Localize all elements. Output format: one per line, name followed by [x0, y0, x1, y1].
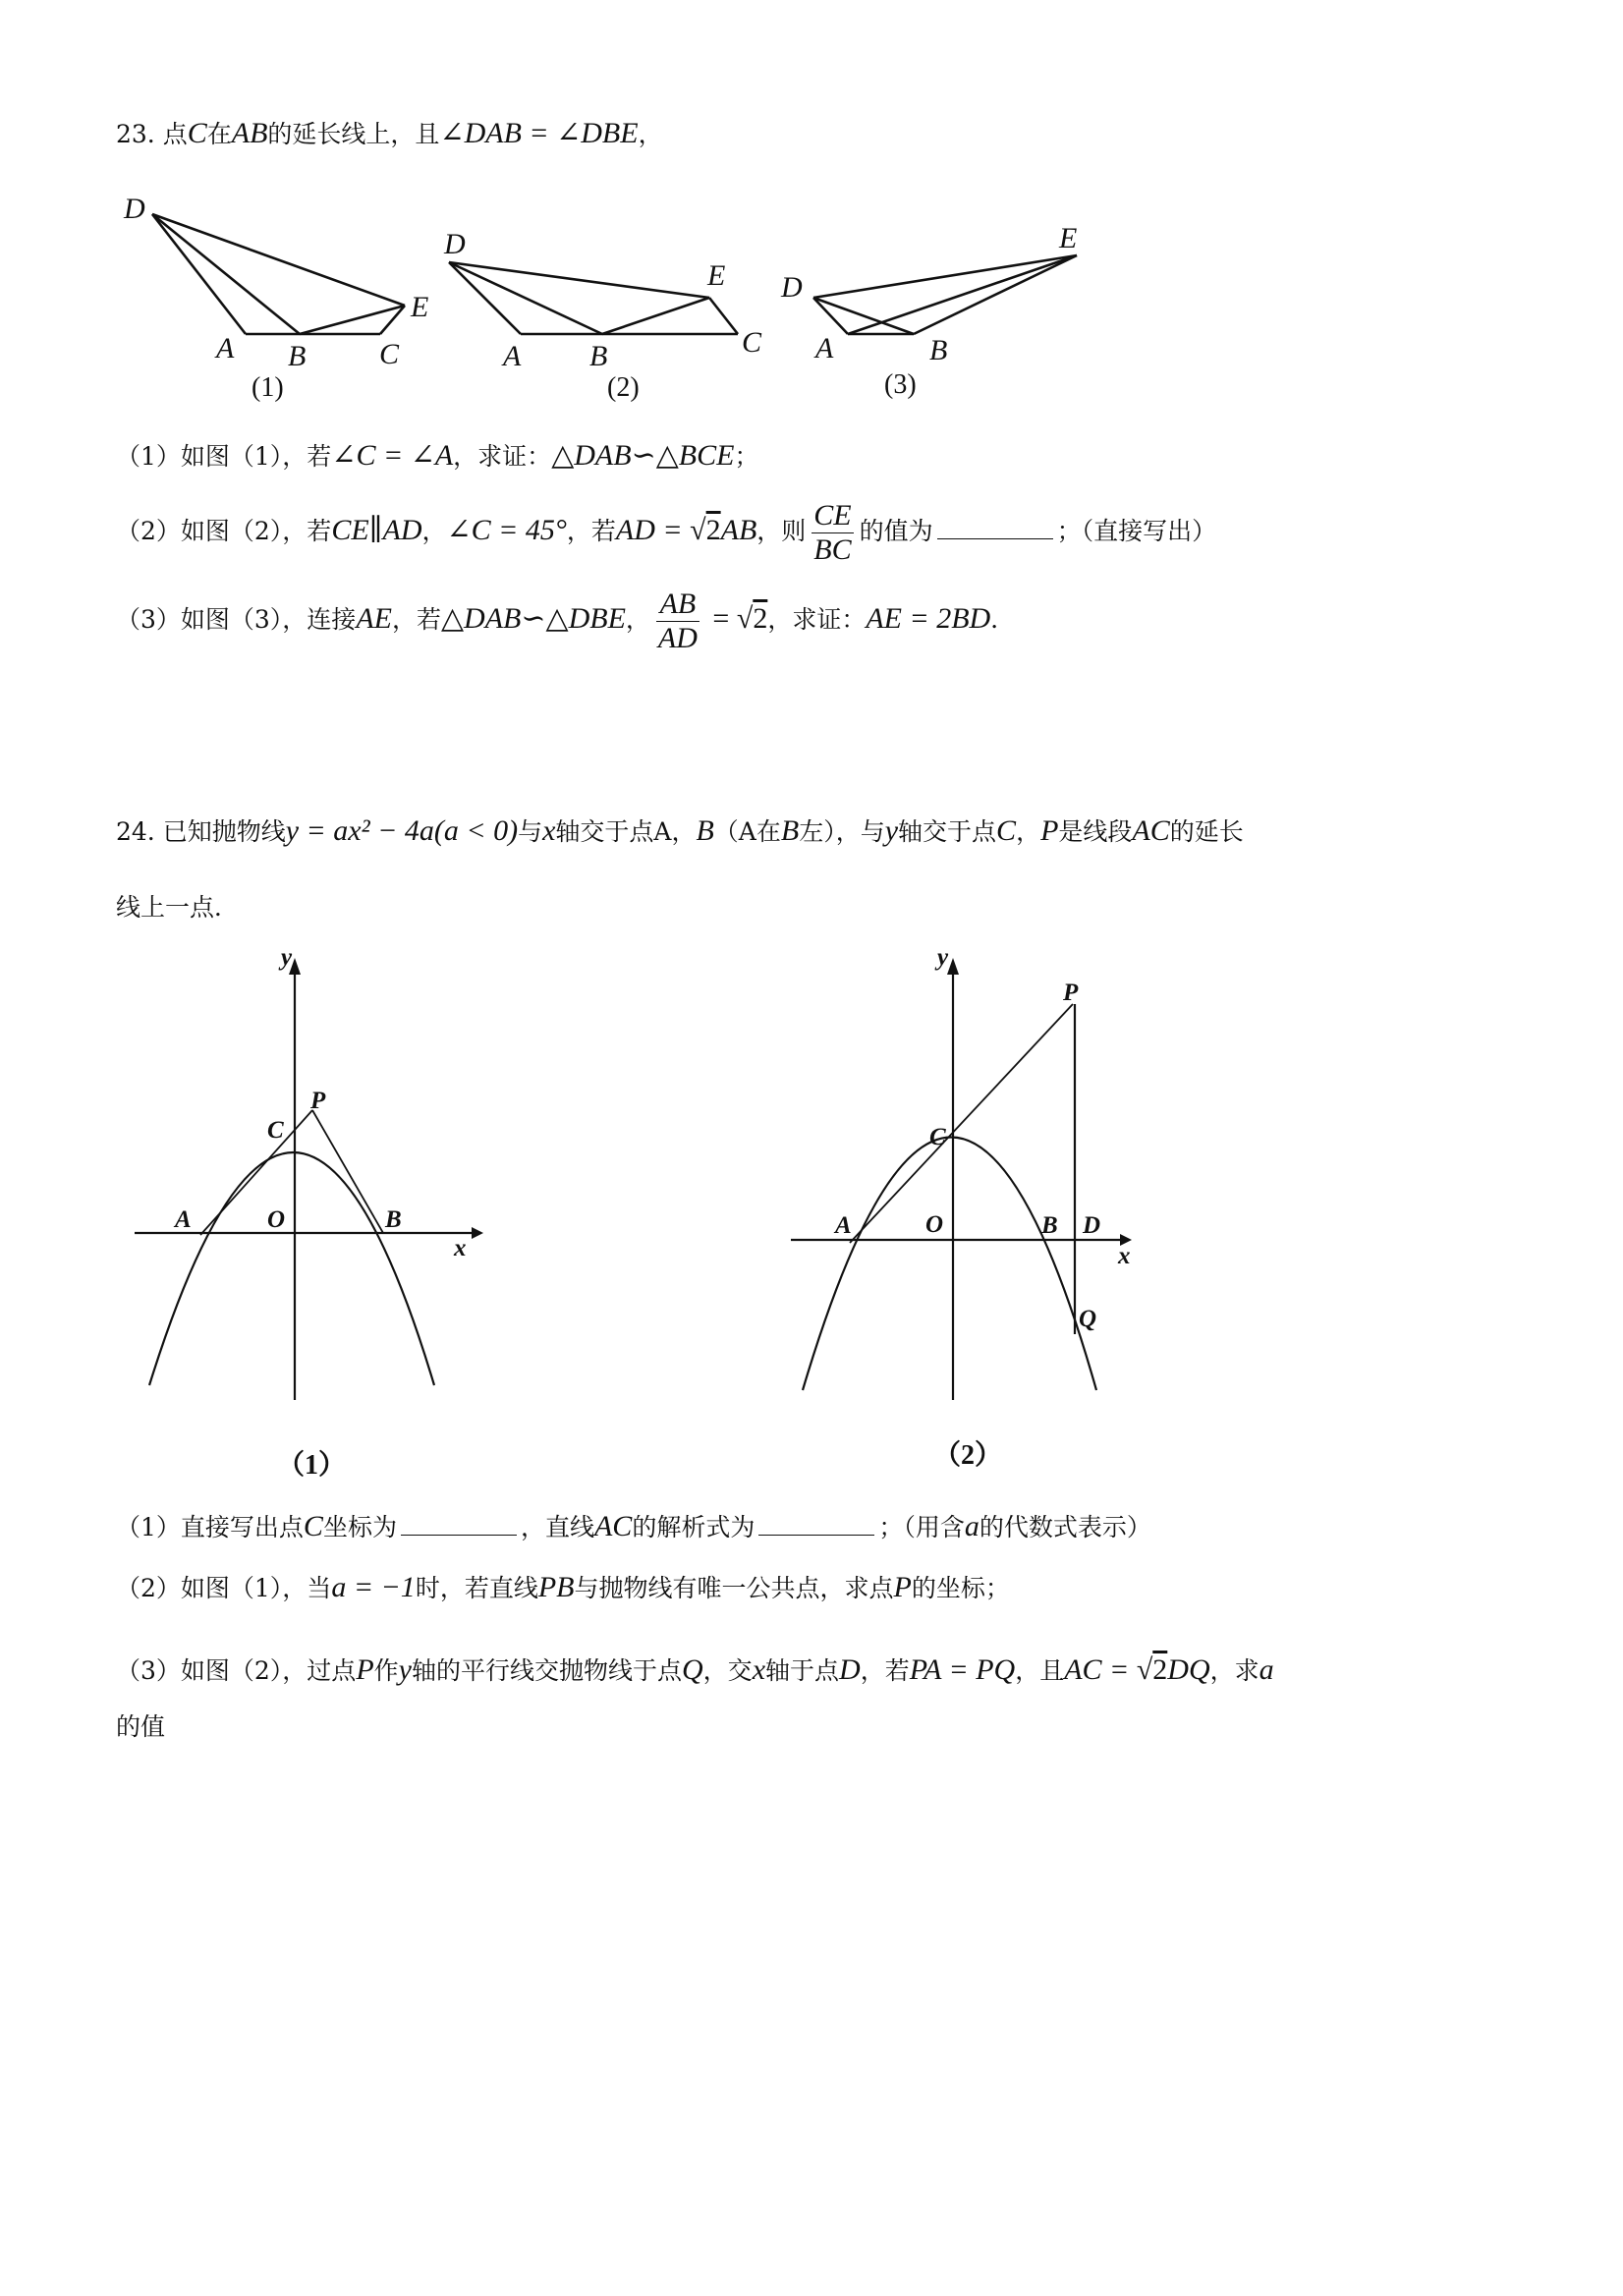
- q23-p2-answer-blank[interactable]: [937, 513, 1053, 539]
- fig3-seg-be: [914, 255, 1077, 334]
- q24-p3-x-var: x: [752, 1653, 766, 1686]
- q24-text-6: 轴交于点: [898, 817, 997, 846]
- q24-text-4: （A在: [713, 817, 781, 846]
- q24-p1-blank-ac[interactable]: [758, 1509, 874, 1536]
- fig2-label-o: O: [925, 1211, 944, 1238]
- q23-p3-fraction: [656, 588, 700, 655]
- fig1-x-arrow: [472, 1227, 483, 1239]
- fig1-caption: （1）: [277, 1450, 347, 1481]
- q24-point-c: C: [996, 814, 1017, 847]
- q24-p3-text-5: 轴于点: [765, 1656, 840, 1685]
- q23-p3-ae: AE: [356, 602, 392, 635]
- q23-part3: [116, 588, 1015, 655]
- q24-p3-pa-pq: PA = PQ: [909, 1653, 1016, 1686]
- q24-p1-text-1: （1）直接写出点: [116, 1513, 304, 1541]
- q23-p3-text-2: ，若: [391, 605, 441, 634]
- fig2-label-b: B: [589, 340, 608, 372]
- q23-part2: [116, 499, 1216, 567]
- fig3-seg-de: [813, 255, 1077, 298]
- fig2-label-p: P: [1063, 980, 1079, 1006]
- q24-segment-ac: AC: [1132, 814, 1170, 847]
- q24-p1-text-3: ，直线: [520, 1513, 594, 1541]
- q23-p3-text-5: ．: [990, 605, 1016, 634]
- q24-p2-point-p: P: [893, 1571, 912, 1603]
- q23-p2-text-4: ，则: [756, 517, 807, 545]
- q24-p3-point-q: Q: [682, 1653, 703, 1686]
- q24-p3-y-var: y: [398, 1653, 412, 1686]
- fig1-label-b: B: [385, 1206, 402, 1233]
- q24-part3: [116, 1652, 1274, 1689]
- q23-p2-sqrt-value: 2: [705, 514, 721, 546]
- q24-point-p: P: [1040, 814, 1059, 847]
- fig2-parabola: [803, 1138, 1096, 1391]
- q24-p1-point-c: C: [303, 1510, 323, 1542]
- q24-parabola-equation: y = ax² − 4a(a < 0): [285, 814, 519, 847]
- q23-p1-text-3: ；: [734, 442, 759, 471]
- q23-text-4: ，: [638, 120, 663, 148]
- q24-p2-line-pb: PB: [537, 1571, 575, 1603]
- fig2-caption: （2）: [933, 1440, 1003, 1471]
- q24-p3-text-1: （3）如图（2），过点: [116, 1656, 357, 1685]
- fig2-label-y: y: [937, 944, 949, 971]
- fig1-label-y: y: [281, 944, 293, 971]
- q24-text-8: 是线段: [1058, 817, 1133, 846]
- q23-figure-1: [152, 214, 405, 334]
- q24-point-b-2: B: [780, 814, 800, 847]
- q24-p3-var-a: a: [1259, 1653, 1274, 1686]
- q23-figure-3: [813, 255, 1077, 334]
- fig2-y-arrow: [947, 958, 959, 975]
- q23-p3-equals: =: [704, 602, 737, 635]
- q24-figures: [118, 943, 1159, 1493]
- q23-number: 23.: [116, 120, 155, 148]
- q23-p3-similarity: △DAB∽△DBE: [440, 602, 626, 635]
- q23-part1: [116, 438, 758, 475]
- q24-p1-text-2: 坐标为: [322, 1513, 397, 1541]
- q23-text-3: 的延长线上，且: [267, 120, 440, 148]
- fig2-label-d: D: [1083, 1212, 1101, 1239]
- q24-p3-text-3: 轴的平行线交抛物线于点: [411, 1656, 682, 1685]
- q23-p2-sqrt-sign: √: [690, 514, 706, 546]
- q23-p2-text-3: ，若: [566, 517, 616, 545]
- q23-stem: [116, 116, 663, 152]
- q24-figure-1: [135, 944, 483, 1481]
- q24-p1-blank-c[interactable]: [401, 1509, 517, 1536]
- fig2-seg-be: [602, 298, 709, 334]
- fig1-label-b: B: [288, 340, 307, 372]
- fig2-label-q: Q: [1079, 1306, 1097, 1332]
- fig2-label-d: D: [444, 228, 466, 260]
- q24-p2-text-1: （2）如图（1），当: [116, 1574, 332, 1602]
- q24-p3-sqrt-sign: √: [1136, 1653, 1153, 1686]
- q24-text-5: 左），与: [799, 817, 885, 846]
- q23-p2-text-6: ；（直接写出）: [1056, 517, 1217, 545]
- fig2-caption: (2): [607, 372, 640, 403]
- q24-text-9: 的延长: [1169, 817, 1244, 846]
- q23-p3-text-3: ，: [625, 605, 650, 634]
- q23-p3-sqrt-sign: √: [736, 602, 754, 635]
- q23-p2-text-2: ，: [421, 517, 447, 545]
- fig2-label-c: C: [929, 1124, 946, 1150]
- q23-p3-frac-den: AD: [657, 622, 698, 654]
- q24-stem-line1: [116, 813, 1244, 850]
- q24-p3-sqrt-value: 2: [1152, 1653, 1168, 1686]
- fig3-label-b: B: [929, 334, 948, 366]
- q23-text-1: 点: [162, 120, 188, 148]
- fig2-line-ap: [850, 1004, 1073, 1243]
- q23-p3-conclusion: AE = 2BD: [866, 602, 991, 635]
- q24-p3-text-7: ，且: [1015, 1656, 1065, 1685]
- q24-p3-ac-eq: AC =: [1064, 1653, 1137, 1686]
- q23-point-c: C: [187, 117, 207, 149]
- q23-p2-angle: ∠C = 45°: [446, 514, 567, 546]
- q23-p1-text-2: ，求证：: [453, 442, 552, 471]
- q23-p3-frac-num: AB: [659, 588, 697, 620]
- fig2-label-e: E: [707, 259, 726, 292]
- q24-text-3: 轴交于点A，: [555, 817, 697, 846]
- fig2-label-a: A: [835, 1212, 852, 1239]
- q24-text-2: 与: [518, 817, 543, 846]
- fig1-line-pb: [312, 1110, 383, 1233]
- q23-segment-ab: AB: [231, 117, 268, 149]
- q24-p1-text-4: 的解析式为: [632, 1513, 756, 1541]
- q24-p3-text-4: ，交: [702, 1656, 753, 1685]
- fig1-seg-de: [152, 214, 405, 306]
- fig1-parabola: [149, 1152, 434, 1385]
- q24-part1: [116, 1509, 1151, 1545]
- q24-p3-text-6: ，若: [860, 1656, 910, 1685]
- fig3-caption: (3): [884, 369, 917, 400]
- q23-figure-2: [449, 262, 738, 334]
- q23-p1-text-1: （1）如图（1），若: [116, 442, 332, 471]
- q24-p2-a-value: a = −1: [331, 1571, 416, 1603]
- q23-p2-frac-num: CE: [813, 499, 852, 532]
- fig2-label-x: x: [1118, 1243, 1131, 1269]
- q24-x-var: x: [542, 814, 556, 847]
- q24-text-7: ，: [1016, 817, 1041, 846]
- q23-p2-fraction: [812, 499, 853, 567]
- fig2-seg-da: [449, 262, 521, 334]
- fig1-label-p: P: [310, 1088, 326, 1114]
- fig2-seg-ec: [709, 298, 738, 334]
- q23-p2-frac-den: BC: [813, 533, 852, 566]
- fig3-label-d: D: [781, 271, 803, 304]
- fig1-label-c: C: [267, 1117, 284, 1144]
- fig2-label-a: A: [503, 340, 522, 372]
- fig1-label-e: E: [411, 291, 429, 323]
- q24-p1-var-a: a: [964, 1510, 979, 1542]
- q24-p3-point-p: P: [356, 1653, 374, 1686]
- fig3-label-a: A: [815, 332, 834, 364]
- q24-p1-text-5: ；（用含: [878, 1513, 965, 1541]
- fig1-label-a: A: [175, 1206, 192, 1233]
- q23-figures: [98, 177, 1120, 413]
- fig1-label-a: A: [216, 332, 235, 364]
- q23-angle-condition: ∠DAB = ∠DBE: [439, 117, 639, 149]
- q23-p2-ad-eq: AD =: [615, 514, 691, 546]
- q24-p1-line-ac: AC: [593, 1510, 633, 1542]
- fig1-label-d: D: [124, 193, 145, 225]
- q24-p3-text-2: 作: [373, 1656, 399, 1685]
- q24-p3-point-d: D: [839, 1653, 861, 1686]
- q23-p2-text-1: （2）如图（2），若: [116, 517, 332, 545]
- q23-p3-sqrt-value: 2: [753, 602, 768, 635]
- q24-figure-2: [791, 944, 1132, 1471]
- fig2-label-b: B: [1041, 1212, 1058, 1239]
- q24-y-var: y: [884, 814, 899, 847]
- q23-p2-parallel: CE∥AD: [331, 514, 422, 546]
- fig1-label-c: C: [379, 338, 400, 370]
- q23-p3-text-1: （3）如图（3），连接: [116, 605, 357, 634]
- q24-p3-text-8: ，求: [1209, 1656, 1259, 1685]
- fig1-seg-db: [152, 214, 300, 334]
- q24-p2-text-3: 与抛物线有唯一公共点，求点: [574, 1574, 894, 1602]
- q23-p1-similarity: △DAB∽△BCE: [551, 439, 735, 472]
- q24-p3-dq: DQ: [1167, 1653, 1210, 1686]
- fig1-label-x: x: [454, 1235, 467, 1261]
- q24-text-1: 24. 已知抛物线: [116, 817, 286, 846]
- fig2-label-c: C: [742, 326, 762, 359]
- fig3-seg-ae: [848, 255, 1077, 334]
- q23-p2-text-5: 的值为: [859, 517, 933, 545]
- fig3-label-e: E: [1059, 222, 1078, 254]
- q23-p2-ab: AB: [720, 514, 757, 546]
- q24-p2-text-4: 的坐标；: [911, 1574, 1010, 1602]
- q24-p2-text-2: 时，若直线: [415, 1574, 538, 1602]
- q23-p3-text-4: ，求证：: [767, 605, 867, 634]
- q24-point-b: B: [696, 814, 714, 847]
- q23-p1-condition: ∠C = ∠A: [331, 439, 454, 472]
- q24-part2: [116, 1570, 1010, 1606]
- fig1-label-o: O: [267, 1206, 286, 1233]
- q24-part3-line2: 的值: [116, 1712, 166, 1741]
- q23-text-2: 在: [206, 120, 232, 148]
- q24-stem-line2: 线上一点．: [116, 893, 240, 922]
- q24-p1-text-6: 的代数式表示）: [979, 1513, 1151, 1541]
- fig1-caption: (1): [252, 372, 284, 403]
- fig1-seg-be: [300, 306, 405, 334]
